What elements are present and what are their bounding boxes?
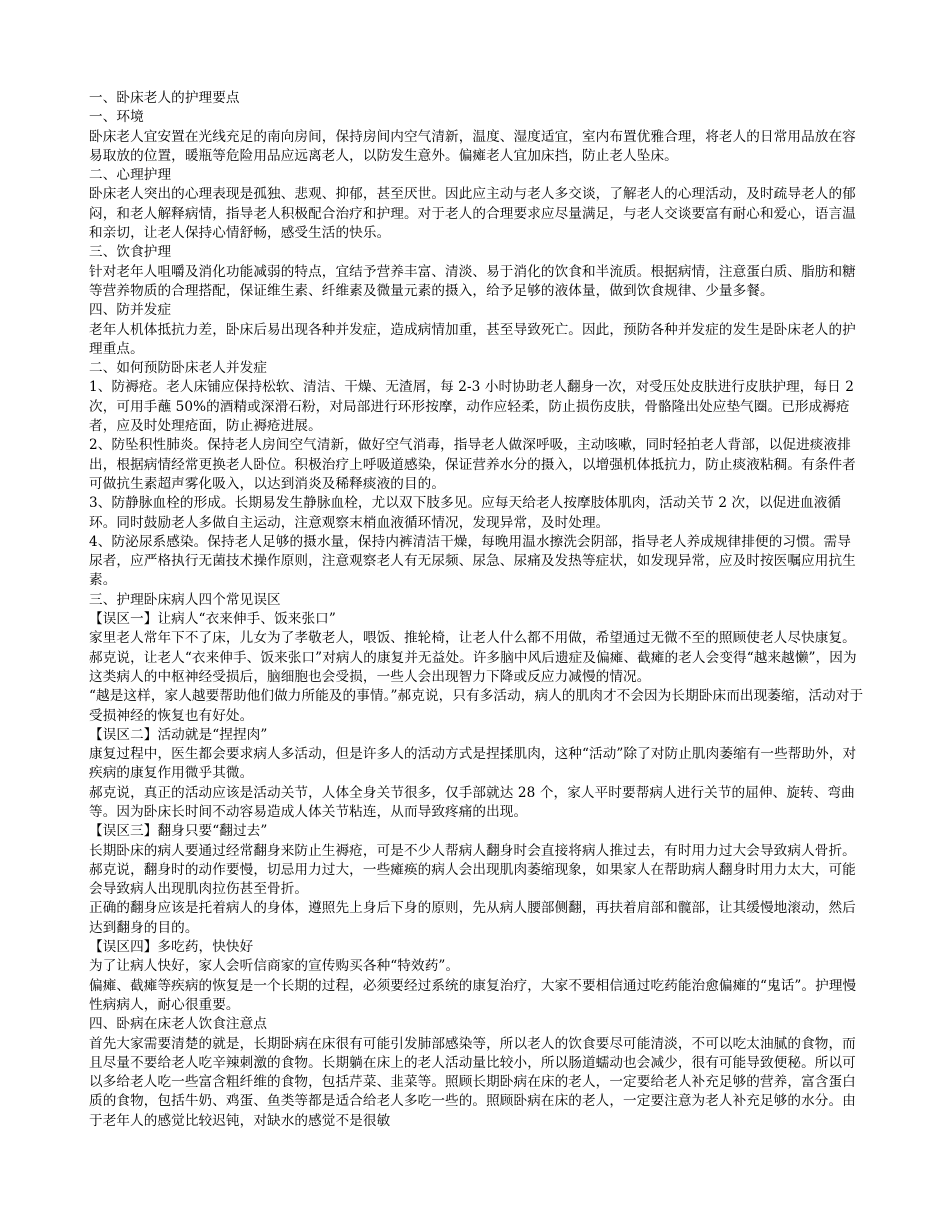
section-heading: 二、如何预防卧床老人并发症 <box>89 360 268 377</box>
paragraph: 针对老年人咀嚼及消化功能减弱的特点，宜结予营养丰富、清淡、易于消化的饮食和半流质。根据病情，注意蛋白质、脂肪和糖等营养物质的合理搭配，保证维生素、纤维素及微量元素的摄入，给予足够的液体量，做到饮食规律、少量多餐。 <box>89 263 856 299</box>
section-heading: 一、卧床老人的护理要点 <box>89 90 240 106</box>
paragraph: “越是这样，家人越要帮助他们做力所能及的事情。”郝克说，只有多活动，病人的肌肉才不会因为长期卧床而出现萎缩，活动对于受损神经的恢复也有好处。 <box>89 688 864 724</box>
paragraph: 偏瘫、截瘫等疾病的恢复是一个长期的过程，必须要经过系统的康复治疗，大家不要相信通过吃药能治愈偏瘫的“鬼话”。护理慢性病病人，耐心很重要。 <box>89 977 857 1013</box>
section-heading: 三、护理卧床病人四个常见误区 <box>89 591 281 608</box>
misconception-heading: 【误区一】让病人“衣来伸手、饭来张口” <box>89 611 336 628</box>
misconception-heading: 【误区四】多吃药，快快好 <box>89 939 254 956</box>
section-heading: 四、卧病在床老人饮食注意点 <box>89 1016 268 1033</box>
paragraph: 郝克说，真正的活动应该是活动关节，人体全身关节很多，仅手部就达 28 个，家人平时要帮病人进行关节的屈伸、旋转、弯曲等。因为卧床长时间不动容易造成人体关节粘连，从而导致疼痛的出现。 <box>89 784 855 820</box>
misconception-heading: 【误区三】翻身只要“翻过去” <box>89 823 268 840</box>
paragraph: 长期卧床的病人要通过经常翻身来防止生褥疮，可是不少人帮病人翻身时会直接将病人推过去，有时用力过大会导致病人骨折。 <box>89 842 856 859</box>
paragraph: 1、防褥疮。老人床铺应保持松软、清洁、干燥、无渣屑，每 2-3 小时协助老人翻身一次，对受压处皮肤进行皮肤护理，每日 2 次，可用手蘸 50%的酒精或深滑石粉，对局部进行环形按摩，动作应轻柔，防止损伤皮肤，骨骼隆出处应垫气圈。已形成褥疮者，应及时处理疮面，防止褥疮进展。 <box>89 379 855 435</box>
paragraph: 4、防泌尿系感染。保持老人足够的摄水量，保持内裤清洁干燥，每晚用温水擦洗会阴部，指导老人养成规律排便的习惯。需导尿者，应严格执行无菌技术操作原则，注意观察老人有无尿频、尿急、尿痛及发热等症状，如发现异常，应及时按医嘱应用抗生素。 <box>89 533 856 589</box>
paragraph: 3、防静脉血栓的形成。长期易发生静脉血栓，尤以双下肢多见。应每天给老人按摩肢体肌肉，活动关节 2 次，以促进血液循环。同时鼓励老人多做自主运动，注意观察末梢血液循环情况，发现异常，及时处理。 <box>89 495 842 531</box>
paragraph: 为了让病人快好，家人会听信商家的宣传购买各种“特效药”。 <box>89 958 460 975</box>
paragraph: 老年人机体抵抗力差，卧床后易出现各种并发症，造成病情加重，甚至导致死亡。因此，预防各种并发症的发生是卧床老人的护理重点。 <box>89 321 856 357</box>
paragraph: 正确的翻身应该是托着病人的身体，遵照先上身后下身的原则，先从病人腰部侧翻，再扶着肩部和髋部，让其缓慢地滚动，然后达到翻身的目的。 <box>89 900 856 936</box>
paragraph: 卧床老人突出的心理表现是孤独、悲观、抑郁，甚至厌世。因此应主动与老人多交谈，了解老人的心理活动，及时疏导老人的郁闷，和老人解释病情，指导老人积极配合治疗和护理。对于老人的合理要求应尽量满足，与老人交谈要富有耐心和爱心，语言温和亲切，让老人保持心情舒畅，感受生活的快乐。 <box>89 186 856 242</box>
subsection-heading: 二、心理护理 <box>89 167 172 184</box>
subsection-heading: 三、饮食护理 <box>89 244 172 261</box>
paragraph: 郝克说，翻身时的动作要慢，切忌用力过大，一些瘫痪的病人会出现肌肉萎缩现象，如果家人在帮助病人翻身时用力太大，可能会导致病人出现肌肉拉伤甚至骨折。 <box>89 861 856 898</box>
subsection-heading: 四、防并发症 <box>89 302 172 319</box>
document-body <box>89 89 864 1131</box>
paragraph: 康复过程中，医生都会要求病人多活动，但是许多人的活动方式是捏揉肌肉，这种“活动”除了对防止肌肉萎缩有一些帮助外，对疾病的康复作用微乎其微。 <box>89 746 857 782</box>
subsection-heading: 一、环境 <box>89 109 144 126</box>
misconception-heading: 【误区二】活动就是“捏捏肉” <box>89 726 268 743</box>
paragraph: 郝克说，让老人“衣来伸手、饭来张口”对病人的康复并无益处。许多脑中风后遗症及偏瘫、截瘫的老人会变得“越来越懒”，因为这类病人的中枢神经受损后，脑细胞也会受损，一些人会出现智力下降或反应力减慢的情况。 <box>89 649 857 685</box>
paragraph: 2、防坠积性肺炎。保持老人房间空气清新，做好空气消毒，指导老人做深呼吸，主动咳嗽，同时轻拍老人背部，以促进痰液排出，根据病情经常更换老人卧位。积极治疗上呼吸道感染，保证营养水分的摄入，以增强机体抵抗力，防止痰液粘稠。有条件者可做抗生素超声雾化吸入，以达到消炎及稀释痰液的目的。 <box>89 437 856 492</box>
paragraph: 首先大家需要清楚的就是，长期卧病在床很有可能引发肺部感染等，所以老人的饮食要尽可能清淡，不可以吃太油腻的食物，而且尽量不要给老人吃辛辣刺激的食物。长期躺在床上的老人活动量比较小，所以肠道蠕动也会减少，很有可能导致便秘。所以可以多给老人吃一些富含粗纤维的食物，包括芹菜、韭菜等。照顾长期卧病在床的老人，一定要给老人补充足够的营养，富含蛋白质的食物，包括牛奶、鸡蛋、鱼类等都是适合给老人多吃一些的。照顾卧病在床的老人，一定要注意为老人补充足够的水分。由于老年人的感觉比较迟钝，对缺水的感觉不是很敏 <box>89 1035 856 1129</box>
paragraph: 家里老人常年下不了床，儿女为了孝敬老人，喂饭、推轮椅，让老人什么都不用做，希望通过无微不至的照顾使老人尽快康复。 <box>89 630 856 647</box>
paragraph: 卧床老人宜安置在光线充足的南向房间，保持房间内空气清新，温度、湿度适宜，室内布置优雅合理，将老人的日常用品放在容易取放的位置，暖瓶等危险用品应远离老人，以防发生意外。偏瘫老人宜加床挡，防止老人坠床。 <box>89 128 856 164</box>
